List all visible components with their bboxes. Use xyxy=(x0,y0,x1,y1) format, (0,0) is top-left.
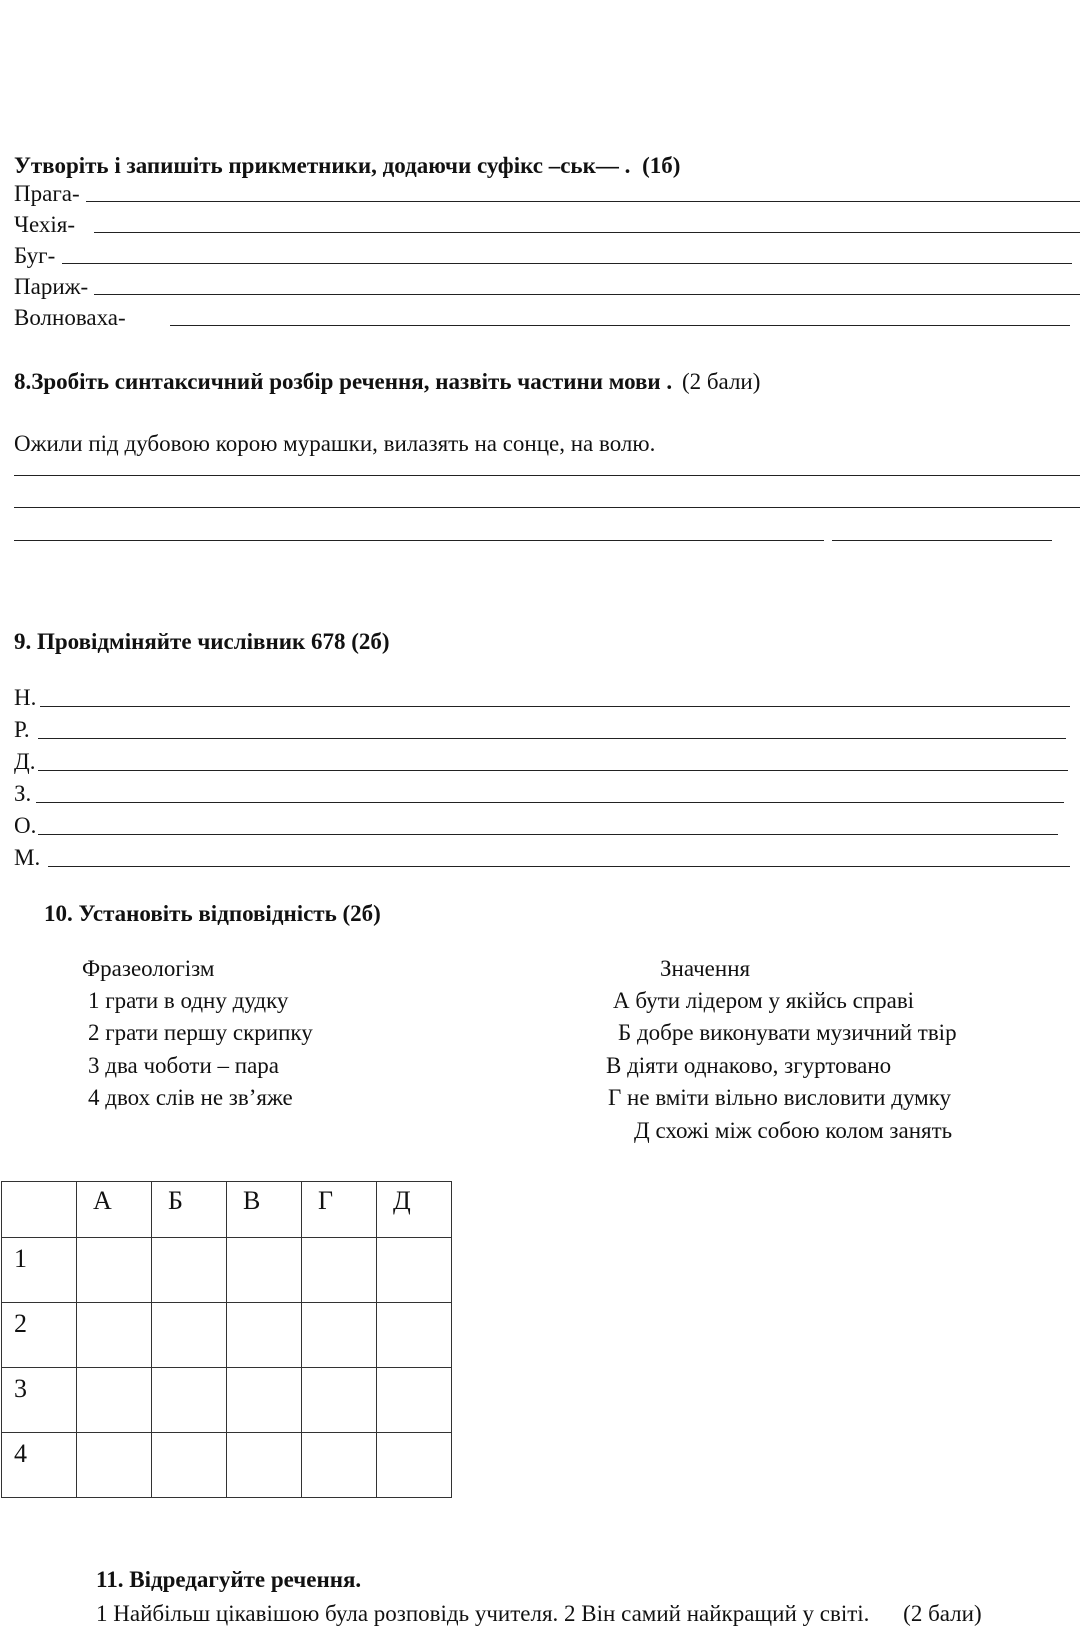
table-row xyxy=(2,1238,452,1303)
table-header-cell: В xyxy=(227,1182,302,1238)
table-answer-cell[interactable] xyxy=(302,1433,377,1498)
answer-line[interactable] xyxy=(38,738,1066,739)
table-row-label: 2 xyxy=(2,1303,77,1368)
table-row-label: 3 xyxy=(2,1368,77,1433)
task7-word-2: Чехія- xyxy=(14,212,75,237)
answer-line[interactable] xyxy=(14,475,1080,476)
table-answer-cell[interactable] xyxy=(227,1368,302,1433)
task7-word-5: Волноваха- xyxy=(14,305,126,330)
answer-line[interactable] xyxy=(94,232,1080,233)
table-header-cell: Г xyxy=(302,1182,377,1238)
answer-line[interactable] xyxy=(62,263,1072,264)
table-answer-cell[interactable] xyxy=(227,1303,302,1368)
table-answer-cell[interactable] xyxy=(227,1433,302,1498)
table-row xyxy=(2,1433,452,1498)
meaning-v: В діяти однаково, згуртовано xyxy=(606,1053,892,1078)
table-header-row xyxy=(2,1182,452,1238)
table-answer-cell[interactable] xyxy=(77,1433,152,1498)
meaning-g: Г не вміти вільно висловити думку xyxy=(608,1085,952,1110)
task9-case-dative: Д. xyxy=(14,749,36,774)
table-answer-cell[interactable] xyxy=(377,1303,452,1368)
task9-case-instrumental: О. xyxy=(14,813,37,838)
task11-sentence-text: 1 Найбільш цікавішою була розповідь учителя. 2 Він самий найкращий у світі. xyxy=(96,1601,870,1626)
meaning-a: А бути лідером у якійсь справі xyxy=(613,988,915,1013)
answer-line[interactable] xyxy=(38,834,1058,835)
table-row-label: 4 xyxy=(2,1433,77,1498)
table-answer-cell[interactable] xyxy=(302,1368,377,1433)
phraseologism-3: 3 два чоботи – пара xyxy=(88,1053,280,1078)
table-answer-cell[interactable] xyxy=(152,1303,227,1368)
table-answer-cell[interactable] xyxy=(77,1238,152,1303)
table-answer-cell[interactable] xyxy=(377,1368,452,1433)
table-answer-cell[interactable] xyxy=(77,1368,152,1433)
table-row xyxy=(2,1368,452,1433)
task11-sentence xyxy=(96,1601,982,1627)
task8-title-text: 8.Зробіть синтаксичний розбір речення, назвіть частини мови . xyxy=(14,369,673,394)
answer-line[interactable] xyxy=(94,294,1080,295)
table-row-label: 1 xyxy=(2,1238,77,1303)
task8-sentence: Ожили під дубовою корою мурашки, вилазять на сонце, на волю. xyxy=(14,431,656,456)
answer-line[interactable] xyxy=(832,540,1052,541)
table-answer-cell[interactable] xyxy=(152,1368,227,1433)
task11-title: 11. Відредагуйте речення. xyxy=(96,1567,362,1592)
table-answer-cell[interactable] xyxy=(302,1303,377,1368)
table-answer-cell[interactable] xyxy=(377,1433,452,1498)
task9-case-nominative: Н. xyxy=(14,685,37,710)
answer-line[interactable] xyxy=(48,866,1070,867)
task8-points: (2 бали) xyxy=(681,369,761,394)
answer-line[interactable] xyxy=(86,201,1080,202)
answer-line[interactable] xyxy=(14,507,1080,508)
task7-word-3: Буг- xyxy=(14,243,56,268)
table-answer-cell[interactable] xyxy=(77,1303,152,1368)
right-column-header: Значення xyxy=(660,956,751,981)
answer-table xyxy=(1,1181,452,1498)
table-answer-cell[interactable] xyxy=(377,1238,452,1303)
task7-title xyxy=(14,153,680,179)
answer-line[interactable] xyxy=(170,325,1070,326)
task9-title: 9. Провідміняйте числівник 678 (2б) xyxy=(14,629,390,654)
phraseologism-1: 1 грати в одну дудку xyxy=(88,988,289,1013)
task9-case-locative: М. xyxy=(14,845,41,870)
task7-points: (1б) xyxy=(642,153,681,178)
phraseologism-4: 4 двох слів не зв’яже xyxy=(88,1085,293,1110)
task9-case-accusative: З. xyxy=(14,781,32,806)
answer-line[interactable] xyxy=(40,706,1070,707)
answer-line[interactable] xyxy=(38,770,1068,771)
answer-line[interactable] xyxy=(14,540,824,541)
table-corner-cell xyxy=(2,1182,77,1238)
table-header-cell: А xyxy=(77,1182,152,1238)
answer-line[interactable] xyxy=(36,802,1064,803)
table-header-cell: Б xyxy=(152,1182,227,1238)
task10-title: 10. Установіть відповідність (2б) xyxy=(44,901,381,926)
table-answer-cell[interactable] xyxy=(152,1238,227,1303)
task7-word-1: Прага- xyxy=(14,181,80,206)
meaning-b: Б добре виконувати музичний твір xyxy=(618,1020,957,1045)
table-answer-cell[interactable] xyxy=(302,1238,377,1303)
table-answer-cell[interactable] xyxy=(152,1433,227,1498)
task7-word-4: Париж- xyxy=(14,274,89,299)
meaning-d: Д схожі між собою колом занять xyxy=(634,1118,953,1143)
table-row xyxy=(2,1303,452,1368)
task7-title-text: Утворіть і запишіть прикметники, додаючи суфікс –ськ— . xyxy=(14,153,631,178)
left-column-header: Фразеологізм xyxy=(82,956,215,981)
task8-title xyxy=(14,369,760,395)
phraseologism-2: 2 грати першу скрипку xyxy=(88,1020,313,1045)
table-answer-cell[interactable] xyxy=(227,1238,302,1303)
task11-points: (2 бали) xyxy=(903,1601,982,1626)
task9-case-genitive: Р. xyxy=(14,717,30,742)
table-header-cell: Д xyxy=(377,1182,452,1238)
